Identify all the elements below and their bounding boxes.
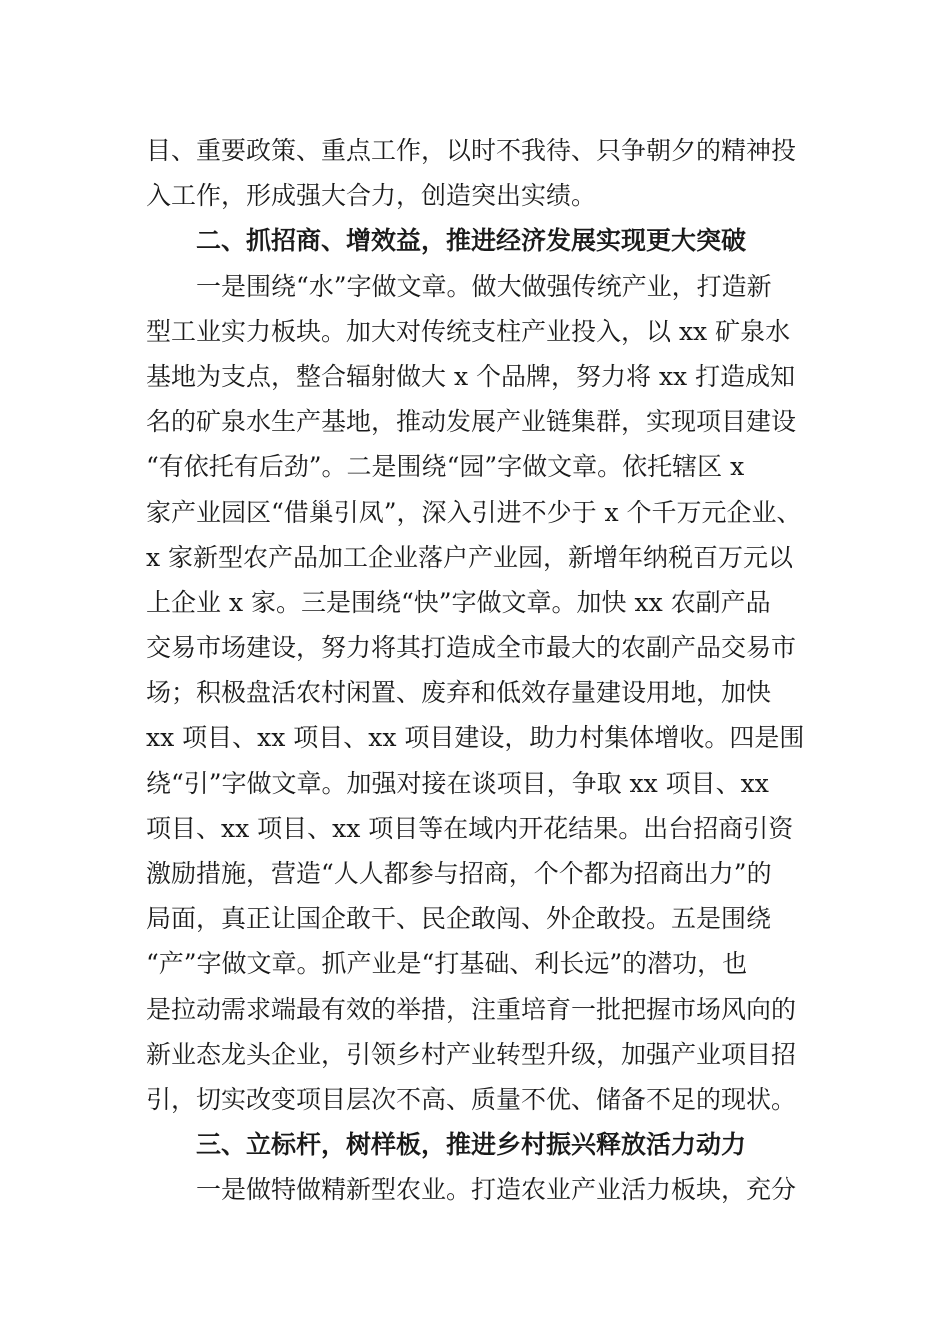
paragraph-line: 场；积极盘活农村闲置、废弃和低效存量建设用地，加快 — [146, 678, 772, 708]
paragraph-first-line: 一是做特做精新型农业。打造农业产业活力板块，充分 — [196, 1175, 797, 1205]
paragraph-line: xx 项目、xx 项目、xx 项目建设，助力村集体增收。四是围 — [146, 723, 805, 753]
section-heading-3: 三、立标杆，树样板，推进乡村振兴释放活力动力 — [196, 1130, 747, 1160]
paragraph-line: 绕“引”字做文章。加强对接在谈项目，争取 xx 项目、xx — [146, 768, 769, 798]
paragraph-line: 目、重要政策、重点工作，以时不我待、只争朝夕的精神投 — [146, 136, 797, 165]
paragraph-line: x 家新型农产品加工企业落户产业园，新增年纳税百万元以 — [146, 542, 794, 572]
paragraph-line: 交易市场建设，努力将其打造成全市最大的农副产品交易市 — [146, 633, 797, 663]
paragraph-line: 项目、xx 项目、xx 项目等在域内开花结果。出台招商引资 — [146, 813, 794, 843]
section-heading-2: 二、抓招商、增效益，推进经济发展实现更大突破 — [196, 226, 747, 256]
paragraph-line: 激励措施，营造“人人都参与招商，个个都为招商出力”的 — [146, 859, 772, 888]
paragraph-line: 基地为支点，整合辐射做大 x 个品牌，努力将 xx 打造成知 — [146, 361, 796, 391]
paragraph-line: 引，切实改变项目层次不高、质量不优、储备不足的现状。 — [146, 1084, 797, 1114]
paragraph-line: 上企业 x 家。三是围绕“快”字做文章。加快 xx 农副产品 — [146, 587, 771, 617]
paragraph-line: 入工作，形成强大合力，创造突出实绩。 — [146, 181, 597, 211]
paragraph-line: “产”字做文章。抓产业是“打基础、利长远”的潜功，也 — [146, 949, 748, 979]
paragraph-line: 名的矿泉水生产基地，推动发展产业链集群，实现项目建设 — [146, 407, 797, 437]
paragraph-line: 是拉动需求端最有效的举措，注重培育一批把握市场风向的 — [146, 994, 797, 1024]
document-body — [146, 128, 826, 1213]
paragraph-line: 新业态龙头企业，引领乡村产业转型升级，加强产业项目招 — [146, 1039, 797, 1069]
paragraph-line: 家产业园区“借巢引凤”，深入引进不少于 x 个千万元企业、 — [146, 497, 802, 527]
paragraph-line: 局面，真正让国企敢干、民企敢闯、外企敢投。五是围绕 — [146, 904, 772, 934]
paragraph-first-line: 一是围绕“水”字做文章。做大做强传统产业，打造新 — [196, 271, 772, 301]
paragraph-line: 型工业实力板块。加大对传统支柱产业投入，以 xx 矿泉水 — [146, 316, 791, 346]
paragraph-line: “有依托有后劲”。二是围绕“园”字做文章。依托辖区 x — [146, 452, 745, 482]
